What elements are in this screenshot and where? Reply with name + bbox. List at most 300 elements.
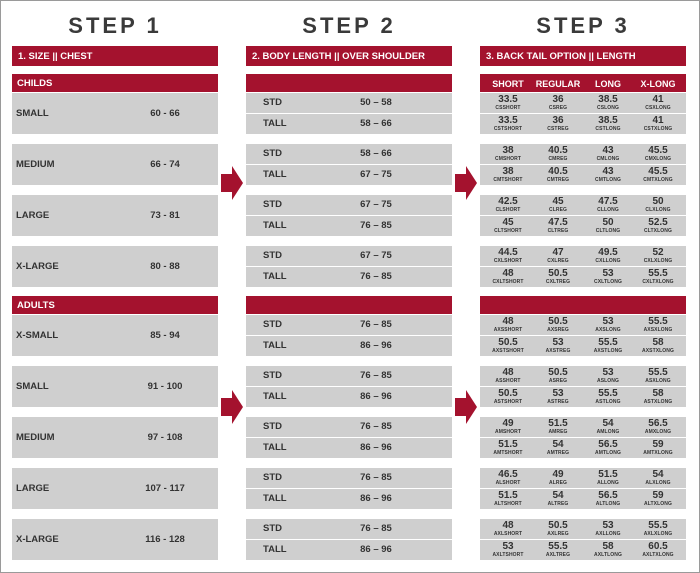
body-length-row-tall <box>246 336 452 356</box>
tail-length: 55.5 <box>598 388 618 399</box>
length-range: 58 – 66 <box>360 118 392 129</box>
tail-length: 43 <box>602 145 614 156</box>
size-label: LARGE <box>16 209 50 221</box>
back-tail-cell <box>584 521 632 539</box>
size-row <box>12 519 218 560</box>
product-code: ASTLONG <box>595 399 621 405</box>
length-type: TALL <box>263 442 287 453</box>
length-range: 50 – 58 <box>360 97 392 108</box>
back-tail-cell <box>534 197 582 215</box>
tail-length: 48 <box>502 520 514 531</box>
length-type: STD <box>263 199 282 210</box>
tail-length: 38.5 <box>598 94 618 105</box>
product-code: ASXLONG <box>645 378 671 384</box>
product-code: ALTREG <box>547 501 569 507</box>
tail-length: 45 <box>552 196 564 207</box>
tail-length: 58 <box>652 388 664 399</box>
product-code: CMLONG <box>596 156 620 162</box>
back-tail-cell <box>484 269 532 287</box>
tail-length: 50.5 <box>548 367 568 378</box>
back-tail-cell <box>534 440 582 458</box>
step-1-title: STEP 1 <box>68 13 162 38</box>
back-tail-cell <box>484 197 532 215</box>
length-type: TALL <box>263 220 287 231</box>
chest-range: 107 - 117 <box>145 482 185 494</box>
tail-length: 49 <box>502 418 514 429</box>
tail-length: 55.5 <box>648 520 668 531</box>
product-code: AXSTLONG <box>593 348 623 354</box>
length-type: STD <box>263 97 282 108</box>
tail-length: 53 <box>602 268 614 279</box>
back-tail-cell <box>484 389 532 407</box>
tail-length: 55.5 <box>648 268 668 279</box>
tail-length: 45 <box>502 217 514 228</box>
back-tail-cell <box>584 542 632 560</box>
back-tail-cell <box>484 338 532 356</box>
tail-length: 55.5 <box>548 541 568 552</box>
back-tail-cell <box>534 521 582 539</box>
tail-length: 38 <box>502 145 514 156</box>
back-tail-cell <box>534 389 582 407</box>
back-tail-cell <box>634 440 682 458</box>
body-length-row-std <box>246 366 452 386</box>
back-tail-cell <box>634 146 682 164</box>
back-tail-cell <box>584 116 632 134</box>
product-code: CXLSHORT <box>493 258 523 264</box>
product-code: CXLXLONG <box>643 258 673 264</box>
tail-length: 38 <box>502 166 514 177</box>
length-type: TALL <box>263 169 287 180</box>
product-code: CSTXLONG <box>643 126 673 132</box>
back-tail-cell <box>484 419 532 437</box>
tail-length: 51.5 <box>498 439 518 450</box>
arrow-right-icon <box>221 166 243 200</box>
product-code: CXLLONG <box>595 258 621 264</box>
product-code: AMTSHORT <box>493 450 523 456</box>
product-code: CSXLONG <box>645 105 671 111</box>
back-tail-cell <box>634 167 682 185</box>
chest-range: 85 - 94 <box>150 329 180 341</box>
product-code: CXLTLONG <box>594 279 622 285</box>
tail-length: 46.5 <box>498 469 518 480</box>
product-code: CMTLONG <box>595 177 621 183</box>
product-code: ASTREG <box>547 399 569 405</box>
size-label: X-SMALL <box>16 329 59 341</box>
size-row <box>12 315 218 356</box>
tail-length: 53 <box>602 316 614 327</box>
body-length-row-tall <box>246 114 452 134</box>
tail-length: 48 <box>502 316 514 327</box>
back-tail-cell <box>534 542 582 560</box>
body-length-row-std <box>246 195 452 215</box>
size-label: X-LARGE <box>16 260 59 272</box>
product-code: CSSHORT <box>495 105 521 111</box>
back-tail-cell <box>534 146 582 164</box>
tail-length: 50 <box>652 196 664 207</box>
product-code: CMREG <box>548 156 568 162</box>
column-header-regular: REGULAR <box>535 79 581 89</box>
product-code: CMTREG <box>546 177 570 183</box>
tail-length: 52.5 <box>648 217 668 228</box>
length-range: 86 – 96 <box>360 493 392 504</box>
section-bar-body-length <box>246 74 452 92</box>
chest-range: 91 - 100 <box>147 380 183 392</box>
tail-length: 49 <box>552 469 564 480</box>
back-tail-cell <box>584 389 632 407</box>
tail-length: 54 <box>602 418 614 429</box>
tail-length: 53 <box>552 388 564 399</box>
tail-length: 50.5 <box>548 520 568 531</box>
tail-length: 48 <box>502 268 514 279</box>
product-code: ALTSHORT <box>494 501 522 507</box>
column-header-x-long: X-LONG <box>640 79 676 89</box>
tail-length: 60.5 <box>648 541 668 552</box>
tail-length: 43 <box>602 166 614 177</box>
back-tail-cell <box>534 116 582 134</box>
back-tail-cell <box>584 95 632 113</box>
back-tail-cell <box>634 338 682 356</box>
back-tail-cell <box>634 218 682 236</box>
size-row <box>12 144 218 185</box>
length-range: 86 – 96 <box>360 340 392 351</box>
back-tail-cell <box>584 167 632 185</box>
size-label: SMALL <box>16 380 49 392</box>
tail-length: 53 <box>502 541 514 552</box>
length-type: STD <box>263 148 282 159</box>
product-code: ASTXLONG <box>643 399 673 405</box>
back-tail-cell <box>534 368 582 386</box>
back-tail-cell <box>584 317 632 335</box>
back-tail-cell <box>484 167 532 185</box>
tail-length: 58 <box>652 337 664 348</box>
product-code: AMSHORT <box>495 429 521 435</box>
tail-length: 36 <box>552 94 564 105</box>
size-label: MEDIUM <box>16 431 55 443</box>
chest-range: 60 - 66 <box>150 107 180 119</box>
product-code: AXSTSHORT <box>492 348 524 354</box>
tail-length: 59 <box>652 490 664 501</box>
size-row <box>12 366 218 407</box>
back-tail-cell <box>634 419 682 437</box>
length-range: 67 – 75 <box>360 250 392 261</box>
product-code: AXSXLONG <box>643 327 673 333</box>
product-code: CSLONG <box>597 105 619 111</box>
size-label: MEDIUM <box>16 158 55 170</box>
tail-length: 33.5 <box>498 94 518 105</box>
tail-length: 50.5 <box>548 316 568 327</box>
back-tail-cell <box>534 95 582 113</box>
product-code: CLTXLONG <box>644 228 672 234</box>
product-code: AMXLONG <box>644 429 672 435</box>
tail-length: 47 <box>552 247 564 258</box>
arrow-right-icon <box>221 390 243 424</box>
tail-length: 56.5 <box>598 490 618 501</box>
product-code: AMTXLONG <box>643 450 673 456</box>
tail-length: 41 <box>652 115 664 126</box>
tail-length: 38.5 <box>598 115 618 126</box>
product-code: CXLREG <box>547 258 569 264</box>
tail-length: 49.5 <box>598 247 618 258</box>
product-code: ASTSHORT <box>493 399 523 405</box>
back-tail-cell <box>534 317 582 335</box>
product-code: AXSTREG <box>545 348 571 354</box>
back-tail-cell <box>584 419 632 437</box>
tail-length: 55.5 <box>598 337 618 348</box>
body-length-row-tall <box>246 165 452 185</box>
tail-length: 55.5 <box>648 316 668 327</box>
back-tail-cell <box>534 491 582 509</box>
back-tail-cell <box>534 470 582 488</box>
back-tail-cell <box>584 491 632 509</box>
back-tail-cell <box>584 338 632 356</box>
column-header-long: LONG <box>595 79 621 89</box>
back-tail-cell <box>634 542 682 560</box>
body-length-row-std <box>246 246 452 266</box>
tail-length: 45.5 <box>648 145 668 156</box>
product-code: CSTSHORT <box>493 126 523 132</box>
length-type: STD <box>263 472 282 483</box>
back-tail-cell <box>484 95 532 113</box>
back-tail-cell <box>584 248 632 266</box>
back-tail-cell <box>584 197 632 215</box>
size-row <box>12 246 218 287</box>
length-range: 76 – 85 <box>360 472 392 483</box>
length-range: 76 – 85 <box>360 220 392 231</box>
size-label: LARGE <box>16 482 50 494</box>
length-type: STD <box>263 319 282 330</box>
back-tail-cell <box>534 269 582 287</box>
tail-length: 56.5 <box>648 418 668 429</box>
product-code: ALREG <box>549 480 567 486</box>
product-code: ASSHORT <box>495 378 521 384</box>
product-code: AXSREG <box>547 327 569 333</box>
product-code: CSTREG <box>547 126 569 132</box>
product-code: ALLONG <box>597 480 619 486</box>
body-length-row-std <box>246 417 452 437</box>
tail-length: 54 <box>552 490 564 501</box>
back-tail-cell <box>634 491 682 509</box>
body-length-row-std <box>246 315 452 335</box>
back-tail-cell <box>634 269 682 287</box>
back-tail-cell <box>484 116 532 134</box>
size-label: SMALL <box>16 107 49 119</box>
product-code: CLTREG <box>547 228 569 234</box>
back-tail-cell <box>484 218 532 236</box>
length-type: TALL <box>263 118 287 129</box>
length-range: 67 – 75 <box>360 199 392 210</box>
tail-length: 58 <box>602 541 614 552</box>
chest-range: 73 - 81 <box>150 209 180 221</box>
back-tail-cell <box>534 218 582 236</box>
tail-length: 52 <box>652 247 664 258</box>
back-tail-cell <box>584 146 632 164</box>
back-tail-cell <box>634 197 682 215</box>
product-code: AMTREG <box>546 450 570 456</box>
tail-length: 47.5 <box>598 196 618 207</box>
body-length-row-tall <box>246 267 452 287</box>
tail-length: 50.5 <box>498 388 518 399</box>
length-type: STD <box>263 250 282 261</box>
tail-length: 33.5 <box>498 115 518 126</box>
length-type: TALL <box>263 493 287 504</box>
back-tail-cell <box>484 248 532 266</box>
body-length-row-std <box>246 468 452 488</box>
back-tail-cell <box>484 440 532 458</box>
body-length-header: 2. BODY LENGTH || OVER SHOULDER <box>246 46 452 66</box>
length-type: TALL <box>263 271 287 282</box>
length-range: 86 – 96 <box>360 391 392 402</box>
chest-range: 80 - 88 <box>150 260 180 272</box>
product-code: AXLXLONG <box>643 531 673 537</box>
body-length-row-tall <box>246 438 452 458</box>
body-length-row-std <box>246 144 452 164</box>
back-tail-cell <box>534 419 582 437</box>
arrow-right-icon <box>455 390 477 424</box>
length-range: 67 – 75 <box>360 169 392 180</box>
back-tail-cell <box>584 440 632 458</box>
body-length-row-tall <box>246 540 452 560</box>
product-code: CXLTREG <box>545 279 571 285</box>
body-length-row-tall <box>246 216 452 236</box>
step-2-title: STEP 2 <box>302 13 396 38</box>
length-range: 76 – 85 <box>360 421 392 432</box>
back-tail-cell <box>484 542 532 560</box>
column-header-short: SHORT <box>492 79 524 89</box>
tail-length: 50.5 <box>548 268 568 279</box>
size-row <box>12 93 218 134</box>
chest-range: 97 - 108 <box>147 431 183 443</box>
tail-length: 50 <box>602 217 614 228</box>
product-code: AMLONG <box>596 429 620 435</box>
product-code: CXLTXLONG <box>642 279 674 285</box>
product-code: CLXLONG <box>645 207 671 213</box>
back-tail-cell <box>634 95 682 113</box>
product-code: CLTLONG <box>595 228 621 234</box>
tail-length: 47.5 <box>548 217 568 228</box>
back-tail-cell <box>584 218 632 236</box>
length-range: 86 – 96 <box>360 544 392 555</box>
product-code: CSTLONG <box>595 126 621 132</box>
back-tail-cell <box>634 389 682 407</box>
back-tail-cell <box>484 317 532 335</box>
length-type: STD <box>263 421 282 432</box>
size-row <box>12 195 218 236</box>
tail-length: 40.5 <box>548 145 568 156</box>
product-code: CLSHORT <box>495 207 521 213</box>
chest-range: 116 - 128 <box>145 533 185 545</box>
tail-length: 36 <box>552 115 564 126</box>
back-tail-cell <box>634 248 682 266</box>
product-code: AXLTXLONG <box>642 552 674 558</box>
arrow-right-icon <box>455 166 477 200</box>
product-code: AXLTREG <box>545 552 571 558</box>
product-code: CLTSHORT <box>494 228 522 234</box>
tail-length: 51.5 <box>498 490 518 501</box>
back-tail-cell <box>534 248 582 266</box>
section-bar-back-tail <box>480 296 686 314</box>
tail-length: 53 <box>602 367 614 378</box>
length-type: TALL <box>263 340 287 351</box>
product-code: CLLONG <box>597 207 619 213</box>
product-code: ALTXLONG <box>644 501 672 507</box>
tail-length: 48 <box>502 367 514 378</box>
product-code: AMTLONG <box>595 450 621 456</box>
length-range: 76 – 85 <box>360 271 392 282</box>
length-type: TALL <box>263 391 287 402</box>
tail-length: 42.5 <box>498 196 518 207</box>
tail-length: 54 <box>552 439 564 450</box>
tail-length: 53 <box>552 337 564 348</box>
tail-length: 54 <box>652 469 664 480</box>
back-tail-cell <box>484 368 532 386</box>
back-tail-cell <box>634 368 682 386</box>
tail-length: 44.5 <box>498 247 518 258</box>
product-code: ALSHORT <box>495 480 521 486</box>
back-tail-cell <box>634 470 682 488</box>
back-tail-cell <box>584 368 632 386</box>
back-tail-cell <box>584 470 632 488</box>
product-code: AMREG <box>548 429 568 435</box>
chest-range: 66 - 74 <box>150 158 180 170</box>
product-code: AXSTXLONG <box>641 348 674 354</box>
tail-length: 45.5 <box>648 166 668 177</box>
tail-length: 51.5 <box>548 418 568 429</box>
product-code: CMSHORT <box>495 156 521 162</box>
length-range: 76 – 85 <box>360 523 392 534</box>
back-tail-cell <box>484 470 532 488</box>
tail-length: 51.5 <box>598 469 618 480</box>
body-length-row-std <box>246 519 452 539</box>
product-code: ASREG <box>548 378 568 384</box>
tail-length: 56.5 <box>598 439 618 450</box>
product-code: AXLTSHORT <box>492 552 524 558</box>
size-row <box>12 468 218 509</box>
size-row <box>12 417 218 458</box>
section-bar-adults: ADULTS <box>12 296 218 314</box>
section-bar-childs: CHILDS <box>12 74 218 92</box>
back-tail-cell <box>484 146 532 164</box>
product-code: AXLSHORT <box>493 531 523 537</box>
tail-length: 50.5 <box>498 337 518 348</box>
length-range: 76 – 85 <box>360 319 392 330</box>
body-length-row-tall <box>246 489 452 509</box>
product-code: CMTSHORT <box>493 177 523 183</box>
back-tail-cell <box>534 167 582 185</box>
product-code: AXLREG <box>547 531 569 537</box>
product-code: ASLONG <box>597 378 619 384</box>
back-tail-cell <box>634 521 682 539</box>
back-tail-cell <box>634 116 682 134</box>
body-length-row-tall <box>246 387 452 407</box>
section-bar-body-length <box>246 296 452 314</box>
product-code: AXLLONG <box>595 531 621 537</box>
length-type: TALL <box>263 544 287 555</box>
back-tail-header: 3. BACK TAIL OPTION || LENGTH <box>480 46 686 66</box>
product-code: AXSLONG <box>595 327 621 333</box>
length-type: STD <box>263 523 282 534</box>
product-code: CSREG <box>548 105 568 111</box>
length-range: 86 – 96 <box>360 442 392 453</box>
product-code: CXLTSHORT <box>492 279 524 285</box>
tail-length: 59 <box>652 439 664 450</box>
product-code: ALXLONG <box>645 480 671 486</box>
back-tail-cell <box>484 491 532 509</box>
tail-length: 40.5 <box>548 166 568 177</box>
back-tail-cell <box>584 269 632 287</box>
size-chest-header: 1. SIZE || CHEST <box>12 46 218 66</box>
product-code: ALTLONG <box>595 501 621 507</box>
body-length-row-std <box>246 93 452 113</box>
